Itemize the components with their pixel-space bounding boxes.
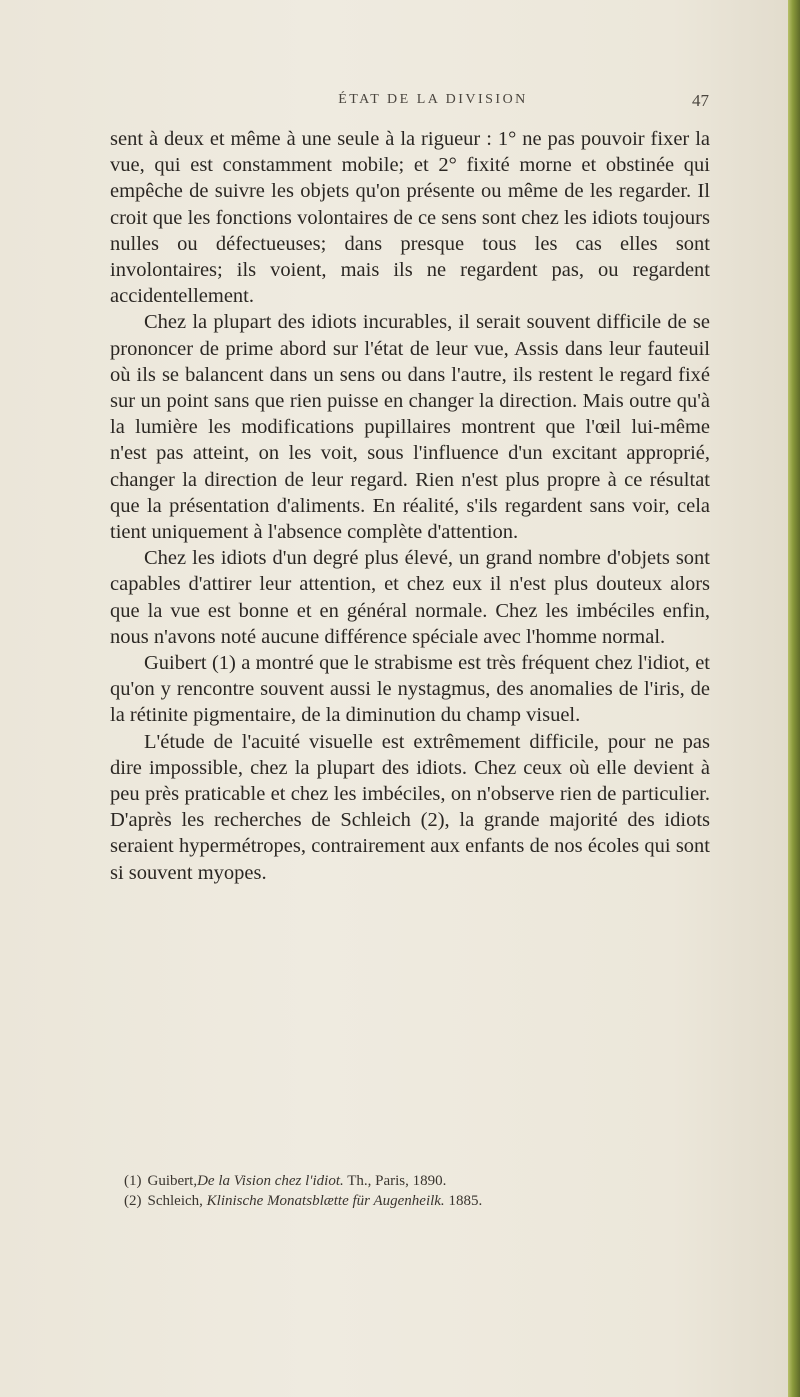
running-head: ÉTAT DE LA DIVISION [338, 92, 528, 107]
paragraph: Chez les idiots d'un degré plus élevé, un grand nombre d'objets sont capables d'attirer leur attention, et chez eux il n'est plus douteux alors que la vue est bonne et en général normale. Chez les imbéciles enfin, nous n'avons noté aucune différence spéciale avec l'homme normal. [110, 547, 710, 648]
page-header [0, 92, 790, 122]
paragraph: Chez la plupart des idiots incurables, il serait souvent difficile de se prononcer de prime abord sur l'état de leur vue, Assis dans leur fauteuil où ils se balancent dans un sens ou dans l'autre, ils restent le regard fixé sur un point sans que rien puisse en changer la direction. Mais outre qu'à la lumière les modifications pupillaires montrent que l'œil lui-même n'est pas atteint, on les voit, sous l'influence d'un excitant approprié, changer la direction de leur regard. Rien n'est plus propre à ce résultat que la présentation d'aliments. En réalité, s'ils regardent sans voir, cela tient uniquement à l'absence complète d'attention. [110, 311, 710, 544]
footnote [124, 1191, 714, 1211]
footnote-title: Klinische Monatsblætte für Augenheilk. [206, 1193, 445, 1209]
paragraph: sent à deux et même à une seule à la rigueur : 1° ne pas pouvoir fixer la vue, qui est constamment mobile; et 2° fixité morne et obstinée qui empêche de suivre les objets qu'on présente ou même de les regarder. Il croit que les fonctions volontaires de ce sens sont chez les idiots toujours nulles ou défectueuses; dans presque tous les cas elles sont involontaires; ils voient, mais ils ne regardent pas, ou regardent accidentellement. [110, 128, 710, 308]
body-text [110, 126, 710, 886]
footnote-rest: 1885. [444, 1193, 483, 1209]
footnote-mark: (2) [124, 1193, 142, 1209]
footnote [124, 1171, 714, 1191]
footnote-mark: (1) [124, 1173, 142, 1189]
footnotes [124, 1171, 714, 1211]
page-number: 47 [692, 91, 709, 110]
footnote-title: De la Vision chez l'idiot. [197, 1173, 344, 1189]
footnote-author: Schleich, [147, 1193, 203, 1209]
footnote-rest: Th., Paris, 1890. [343, 1173, 447, 1189]
page-edge [788, 0, 800, 1397]
footnote-author: Guibert, [147, 1173, 198, 1189]
paragraph: L'étude de l'acuité visuelle est extrêmement difficile, pour ne pas dire impossible, chez la plupart des idiots. Chez ceux où elle devient à peu près praticable et chez les imbéciles, on n'observe rien de particulier. D'après les recherches de Schleich (2), la grande majorité des idiots seraient hypermétropes, contrairement aux enfants de nos écoles qui sont si souvent myopes. [110, 730, 710, 884]
paragraph: Guibert (1) a montré que le strabisme est très fréquent chez l'idiot, et qu'on y rencontre souvent aussi le nystagmus, des anomalies de l'iris, de la rétinite pigmentaire, de la diminution du champ visuel. [110, 652, 710, 727]
